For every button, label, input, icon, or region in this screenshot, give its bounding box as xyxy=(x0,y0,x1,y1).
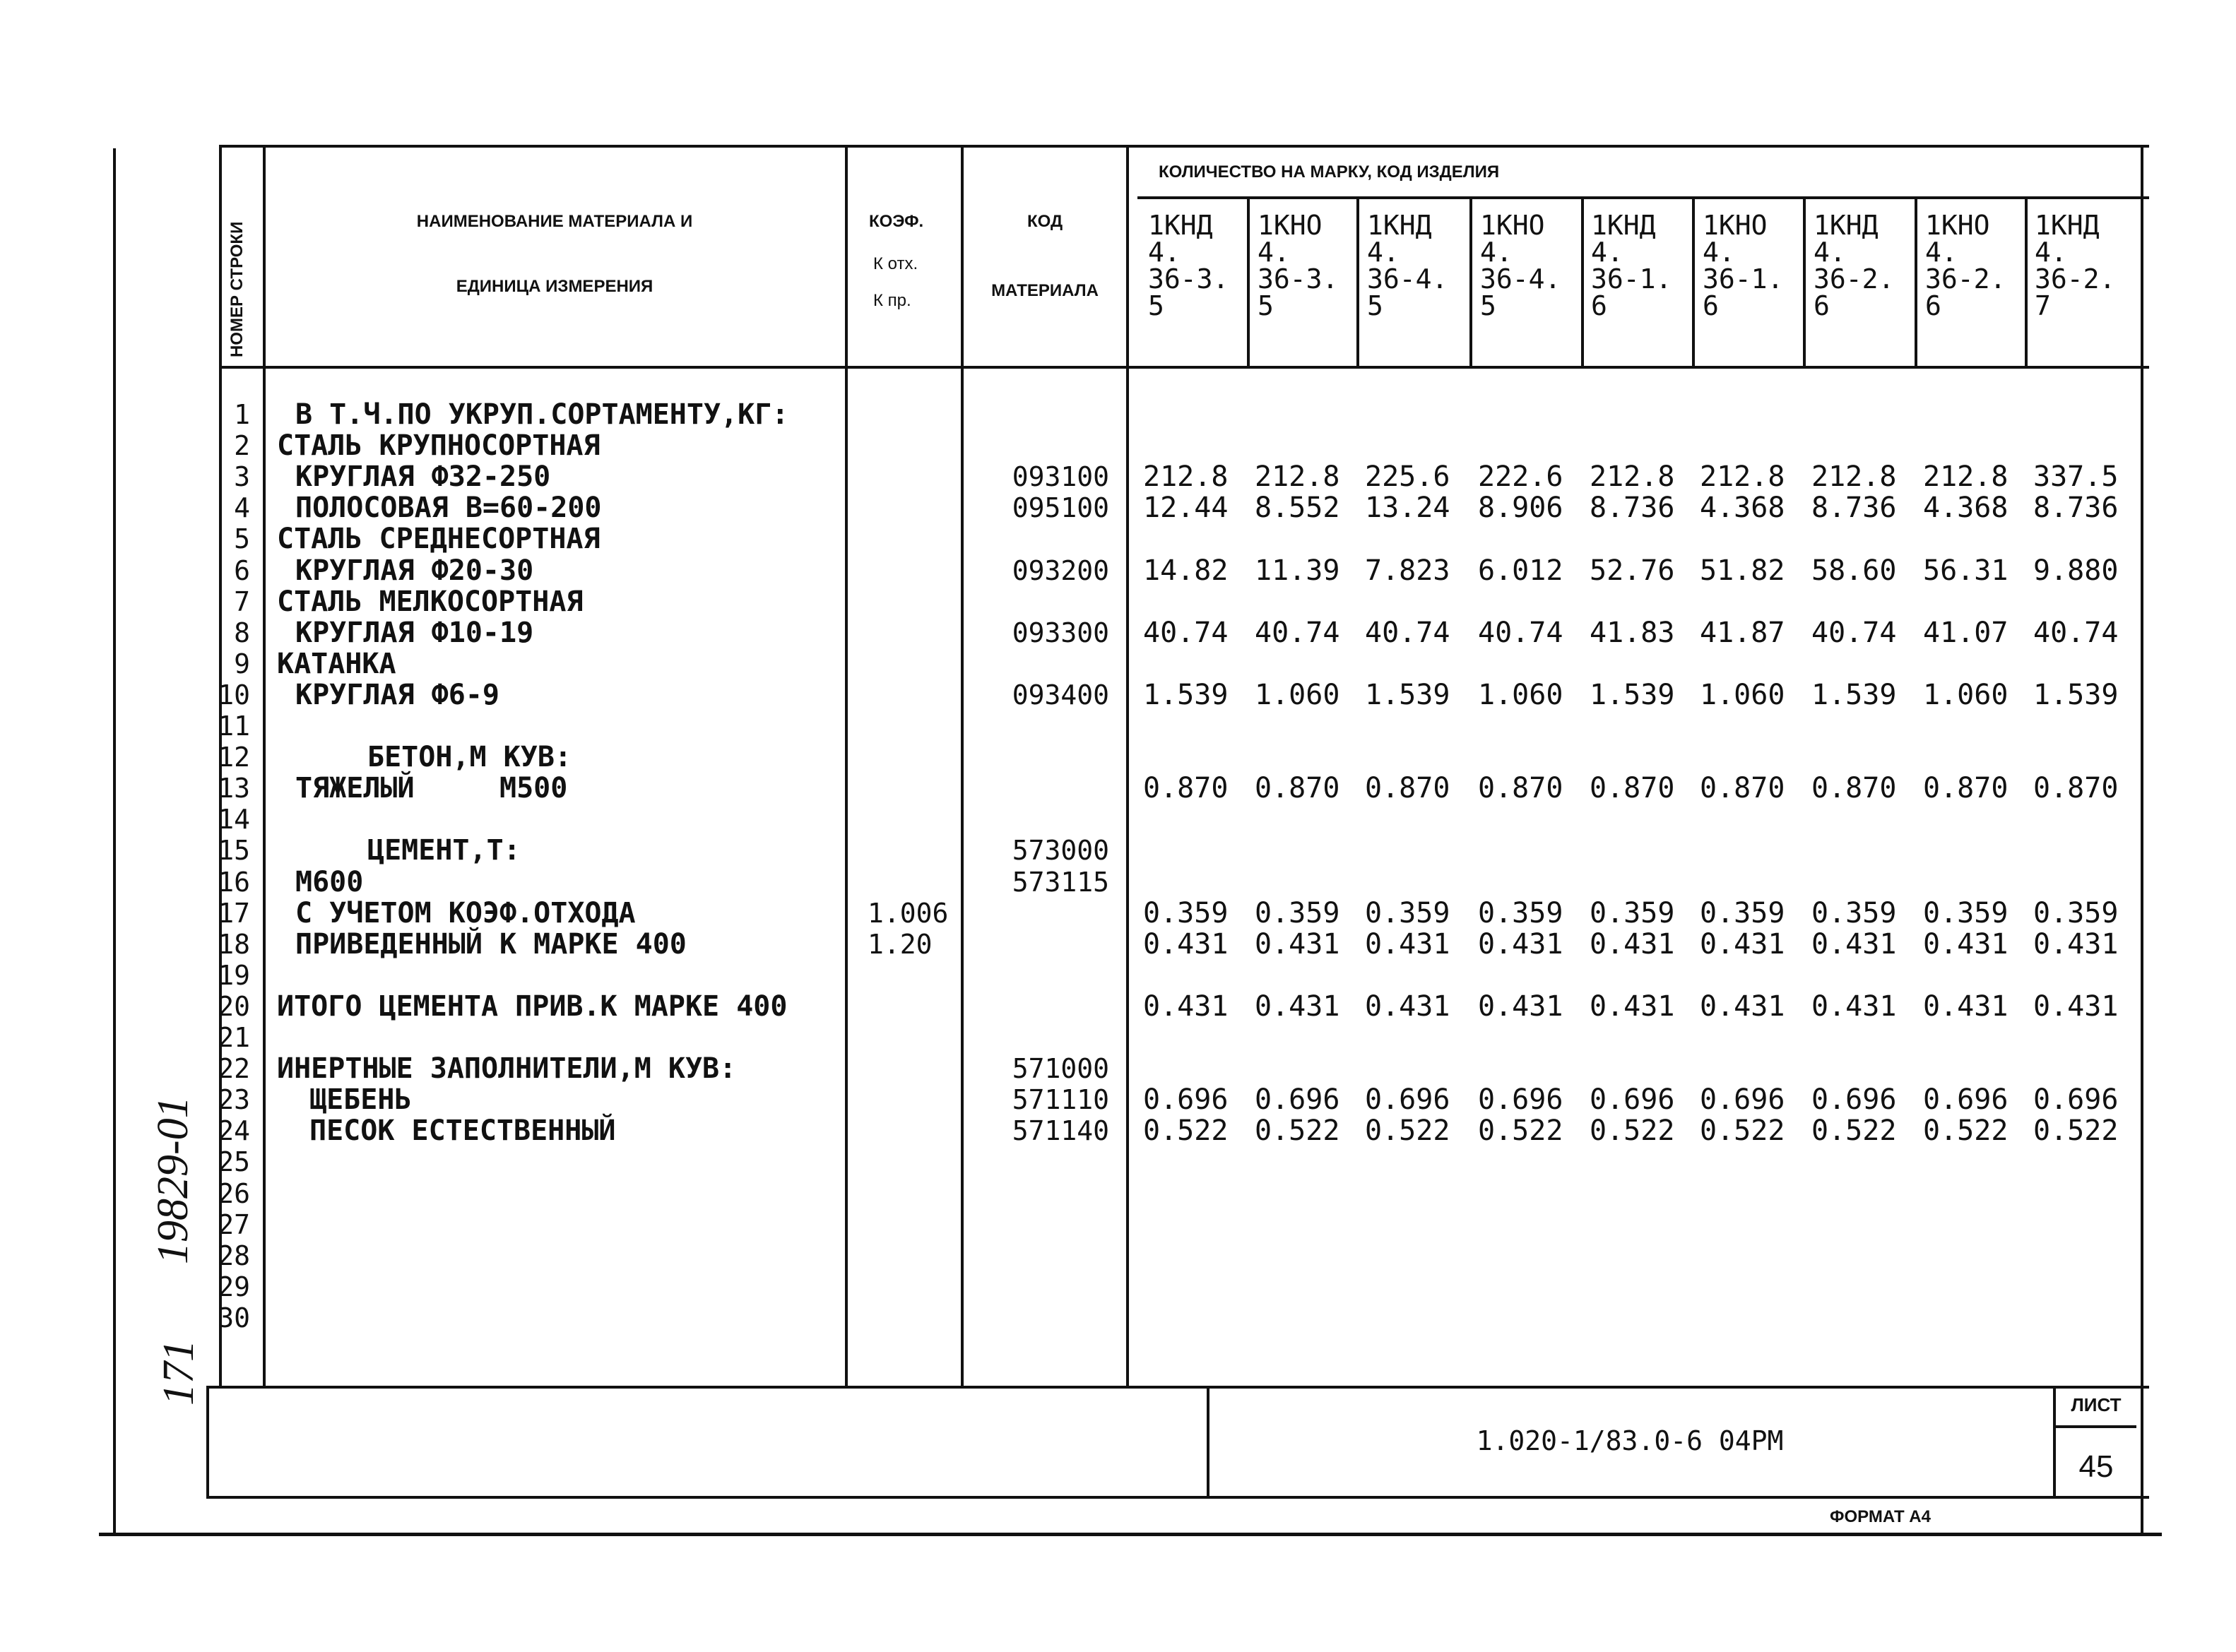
document-code: 1.020-1/83.0-6 04РМ xyxy=(1476,1425,1784,1456)
quantity-value: 0.522 xyxy=(1700,1115,1785,1148)
quantity-value: 40.74 xyxy=(2033,616,2119,649)
rownum-col-line xyxy=(263,145,266,1388)
quantity-value: 1.060 xyxy=(1923,678,2009,711)
quantity-value: 1.539 xyxy=(2033,678,2119,711)
quantity-value: 0.522 xyxy=(1478,1115,1563,1148)
quantity-value: 14.82 xyxy=(1143,554,1229,587)
quantity-value: 58.60 xyxy=(1811,554,1897,587)
quantity-value: 1.539 xyxy=(1811,678,1897,711)
quantity-value: 212.8 xyxy=(1700,460,1785,494)
quantity-value: 0.522 xyxy=(1143,1115,1229,1148)
row-number: 2 xyxy=(234,430,250,462)
row-number: 8 xyxy=(234,617,250,648)
quantity-value: 13.24 xyxy=(1365,492,1450,525)
coefficient: 1.20 xyxy=(868,928,933,960)
quantity-value: 0.696 xyxy=(1143,1083,1229,1117)
quantity-value: 0.431 xyxy=(1255,990,1340,1023)
inventory-number: 19829-01 xyxy=(149,1096,197,1264)
code-header-line2: МАТЕРИАЛА xyxy=(991,281,1099,300)
material-name: КРУГЛАЯ Ф6-9 xyxy=(295,678,499,711)
mark-header: 1КНО 4. 36-2. 6 xyxy=(1925,210,2006,321)
quantity-header: КОЛИЧЕСТВО НА МАРКУ, КОД ИЗДЕЛИЯ xyxy=(1159,162,1500,182)
quantity-value: 8.736 xyxy=(1590,492,1675,525)
quantity-value: 0.359 xyxy=(2033,896,2119,929)
page-left-line xyxy=(113,148,116,1533)
quantity-value: 0.696 xyxy=(2033,1083,2119,1117)
sheet-number: 45 xyxy=(2078,1449,2114,1484)
quantity-value: 0.431 xyxy=(1590,990,1675,1023)
row-number: 26 xyxy=(218,1177,250,1209)
material-code: 571110 xyxy=(1012,1084,1109,1116)
material-name: ЩЕБЕНЬ xyxy=(309,1083,412,1117)
row-number: 12 xyxy=(218,742,250,773)
quantity-value: 40.74 xyxy=(1811,616,1897,649)
quantity-value: 212.8 xyxy=(1255,460,1340,494)
row-number: 18 xyxy=(218,928,250,960)
mark-header: 1КНД 4. 36-4. 5 xyxy=(1367,210,1448,321)
material-name: С УЧЕТОМ КОЭФ.ОТХОДА xyxy=(295,896,636,929)
quantity-value: 40.74 xyxy=(1255,616,1340,649)
quantity-value: 212.8 xyxy=(1923,460,2009,494)
format-label: ФОРМАТ А4 xyxy=(1830,1507,1931,1526)
quantity-value: 0.522 xyxy=(1923,1115,2009,1148)
material-col-line xyxy=(845,145,848,1388)
quantity-value: 0.431 xyxy=(1700,990,1785,1023)
quantity-value: 11.39 xyxy=(1255,554,1340,587)
row-number: 11 xyxy=(218,711,250,742)
material-code: 093200 xyxy=(1012,554,1109,586)
coef-header-line3: К пр. xyxy=(873,291,911,310)
quantity-value: 0.431 xyxy=(1923,990,2009,1023)
material-code: 571140 xyxy=(1012,1115,1109,1147)
quantity-value: 0.696 xyxy=(1478,1083,1563,1117)
mark-header: 1КНО 4. 36-3. 5 xyxy=(1258,210,1339,321)
mark-header: 1КНД 4. 36-2. 7 xyxy=(2035,210,2116,321)
material-name: В Т.Ч.ПО УКРУП.СОРТАМЕНТУ,КГ: xyxy=(295,398,789,431)
table-bottom-line xyxy=(206,1386,2149,1389)
quantity-value: 41.07 xyxy=(1923,616,2009,649)
row-number: 24 xyxy=(218,1115,250,1147)
quantity-value: 52.76 xyxy=(1590,554,1675,587)
row-number: 29 xyxy=(218,1271,250,1302)
material-name: М600 xyxy=(295,865,364,898)
row-number: 13 xyxy=(218,773,250,804)
row-number: 5 xyxy=(234,523,250,555)
row-number: 1 xyxy=(234,399,250,430)
quantity-value: 0.359 xyxy=(1700,896,1785,929)
quantity-value: 212.8 xyxy=(1143,460,1229,494)
quantity-value: 222.6 xyxy=(1478,460,1563,494)
material-name: КАТАНКА xyxy=(277,647,396,680)
mark-header: 1КНД 4. 36-2. 6 xyxy=(1814,210,1895,321)
quantity-value: 41.87 xyxy=(1700,616,1785,649)
quantity-value: 1.060 xyxy=(1700,678,1785,711)
quantity-value: 0.431 xyxy=(1365,927,1450,961)
quantity-value: 0.522 xyxy=(1255,1115,1340,1148)
material-code: 093100 xyxy=(1012,461,1109,493)
quantity-value: 4.368 xyxy=(1923,492,2009,525)
row-number: 25 xyxy=(218,1146,250,1178)
quantity-value: 0.431 xyxy=(1811,927,1897,961)
row-number-header: НОМЕР СТРОКИ xyxy=(227,221,247,357)
mark-header: 1КНО 4. 36-4. 5 xyxy=(1480,210,1561,321)
coefficient: 1.006 xyxy=(868,897,949,929)
quantity-value: 1.060 xyxy=(1255,678,1340,711)
material-name: КРУГЛАЯ Ф20-30 xyxy=(295,554,534,587)
quantity-header-line xyxy=(1137,196,2149,199)
quantity-value: 0.696 xyxy=(1811,1083,1897,1117)
quantity-value: 0.696 xyxy=(1255,1083,1340,1117)
row-number: 21 xyxy=(218,1022,250,1053)
quantity-value: 0.359 xyxy=(1478,896,1563,929)
quantity-value: 0.870 xyxy=(1365,772,1450,805)
material-code: 093400 xyxy=(1012,679,1109,711)
row-number: 7 xyxy=(234,586,250,617)
quantity-value: 0.431 xyxy=(1143,927,1229,961)
stamp-bottom-line xyxy=(206,1496,2149,1499)
quantity-value: 8.736 xyxy=(2033,492,2119,525)
mark-col-line xyxy=(1356,196,1359,366)
material-name: СТАЛЬ КРУПНОСОРТНАЯ xyxy=(277,429,601,463)
frame-top-line xyxy=(219,145,2149,148)
material-name: ПРИВЕДЕННЫЙ К МАРКЕ 400 xyxy=(295,927,687,961)
quantity-value: 0.431 xyxy=(1923,927,2009,961)
quantity-value: 4.368 xyxy=(1700,492,1785,525)
quantity-value: 0.522 xyxy=(1590,1115,1675,1148)
mark-header: 1КНО 4. 36-1. 6 xyxy=(1703,210,1784,321)
material-name: СТАЛЬ МЕЛКОСОРТНАЯ xyxy=(277,585,584,618)
quantity-value: 56.31 xyxy=(1923,554,2009,587)
quantity-value: 1.060 xyxy=(1478,678,1563,711)
mark-col-line xyxy=(1581,196,1584,366)
row-number: 20 xyxy=(218,990,250,1022)
material-name: ТЯЖЕЛЫЙ М500 xyxy=(295,772,568,805)
row-number: 4 xyxy=(234,492,250,524)
row-number: 22 xyxy=(218,1053,250,1085)
quantity-value: 0.870 xyxy=(1255,772,1340,805)
quantity-value: 0.431 xyxy=(1590,927,1675,961)
row-number: 3 xyxy=(234,461,250,493)
quantity-value: 0.431 xyxy=(1811,990,1897,1023)
quantity-value: 212.8 xyxy=(1811,460,1897,494)
quantity-value: 0.870 xyxy=(1700,772,1785,805)
quantity-value: 0.359 xyxy=(1590,896,1675,929)
quantity-value: 1.539 xyxy=(1143,678,1229,711)
quantity-value: 0.696 xyxy=(1700,1083,1785,1117)
quantity-value: 0.870 xyxy=(1590,772,1675,805)
mark-col-line xyxy=(1247,196,1250,366)
mark-col-line xyxy=(1803,196,1806,366)
quantity-value: 0.870 xyxy=(1478,772,1563,805)
quantity-value: 0.431 xyxy=(1478,927,1563,961)
row-number: 17 xyxy=(218,897,250,929)
mark-col-line xyxy=(1692,196,1695,366)
quantity-value: 0.431 xyxy=(2033,927,2119,961)
inventory-page: 171 xyxy=(155,1340,203,1406)
material-name: КРУГЛАЯ Ф10-19 xyxy=(295,616,534,649)
material-header-line1: НАИМЕНОВАНИЕ МАТЕРИАЛА И xyxy=(416,212,693,231)
material-name: СТАЛЬ СРЕДНЕСОРТНАЯ xyxy=(277,523,601,556)
quantity-value: 0.870 xyxy=(1923,772,2009,805)
row-number: 9 xyxy=(234,648,250,679)
material-name: БЕТОН,М КУВ: xyxy=(367,741,572,774)
material-name: ЦЕМЕНТ,Т: xyxy=(367,834,521,867)
quantity-value: 0.359 xyxy=(1143,896,1229,929)
material-name: ПЕСОК ЕСТЕСТВЕННЫЙ xyxy=(309,1115,616,1148)
quantity-value: 0.870 xyxy=(1143,772,1229,805)
header-bottom-line xyxy=(219,366,2149,369)
quantity-value: 40.74 xyxy=(1143,616,1229,649)
quantity-value: 0.359 xyxy=(1365,896,1450,929)
quantity-value: 0.359 xyxy=(1811,896,1897,929)
row-number: 30 xyxy=(218,1302,250,1333)
quantity-value: 8.552 xyxy=(1255,492,1340,525)
quantity-value: 0.431 xyxy=(1700,927,1785,961)
row-number: 16 xyxy=(218,866,250,898)
coef-col-line xyxy=(961,145,964,1388)
row-number: 19 xyxy=(218,959,250,991)
quantity-value: 0.431 xyxy=(1143,990,1229,1023)
quantity-value: 0.431 xyxy=(2033,990,2119,1023)
row-number: 10 xyxy=(218,679,250,711)
sheet-label-line xyxy=(2053,1425,2136,1428)
material-code: 573115 xyxy=(1012,866,1109,898)
quantity-value: 0.431 xyxy=(1365,990,1450,1023)
material-name: ИНЕРТНЫЕ ЗАПОЛНИТЕЛИ,М КУВ: xyxy=(277,1052,737,1086)
material-code: 095100 xyxy=(1012,492,1109,524)
quantity-value: 12.44 xyxy=(1143,492,1229,525)
quantity-value: 225.6 xyxy=(1365,460,1450,494)
stamp-left-line xyxy=(206,1386,209,1499)
quantity-value: 1.539 xyxy=(1590,678,1675,711)
row-number: 28 xyxy=(218,1240,250,1271)
quantity-value: 40.74 xyxy=(1478,616,1563,649)
sheet-label: ЛИСТ xyxy=(2071,1394,2122,1415)
quantity-value: 0.522 xyxy=(1365,1115,1450,1148)
row-number: 14 xyxy=(218,804,250,836)
mark-col-line xyxy=(1915,196,1917,366)
quantity-value: 8.736 xyxy=(1811,492,1897,525)
quantity-value: 7.823 xyxy=(1365,554,1450,587)
quantity-value: 0.359 xyxy=(1255,896,1340,929)
material-header-line2: ЕДИНИЦА ИЗМЕРЕНИЯ xyxy=(456,277,653,296)
quantity-value: 9.880 xyxy=(2033,554,2119,587)
quantity-value: 0.696 xyxy=(1923,1083,2009,1117)
frame-right-line xyxy=(2141,145,2143,1533)
quantity-value: 0.431 xyxy=(1255,927,1340,961)
material-code: 093300 xyxy=(1012,617,1109,648)
quantity-value: 40.74 xyxy=(1365,616,1450,649)
row-number: 15 xyxy=(218,835,250,867)
quantity-value: 0.870 xyxy=(2033,772,2119,805)
quantity-value: 0.522 xyxy=(2033,1115,2119,1148)
row-number: 23 xyxy=(218,1084,250,1116)
material-name: КРУГЛАЯ Ф32-250 xyxy=(295,460,551,494)
material-code: 573000 xyxy=(1012,835,1109,867)
coef-header-line1: КОЭФ. xyxy=(869,212,924,231)
quantity-value: 1.539 xyxy=(1365,678,1450,711)
mark-header: 1КНД 4. 36-3. 5 xyxy=(1148,210,1229,321)
quantity-value: 0.870 xyxy=(1811,772,1897,805)
quantity-value: 41.83 xyxy=(1590,616,1675,649)
quantity-value: 8.906 xyxy=(1478,492,1563,525)
quantity-value: 0.522 xyxy=(1811,1115,1897,1148)
row-number: 27 xyxy=(218,1208,250,1240)
material-code: 571000 xyxy=(1012,1053,1109,1085)
material-name: ИТОГО ЦЕМЕНТА ПРИВ.К МАРКЕ 400 xyxy=(277,990,788,1023)
code-col-line xyxy=(1126,145,1129,1388)
mark-header: 1КНД 4. 36-1. 6 xyxy=(1591,210,1672,321)
quantity-value: 0.696 xyxy=(1365,1083,1450,1117)
quantity-value: 51.82 xyxy=(1700,554,1785,587)
quantity-value: 212.8 xyxy=(1590,460,1675,494)
quantity-value: 0.431 xyxy=(1478,990,1563,1023)
mark-col-line xyxy=(1469,196,1472,366)
quantity-value: 0.696 xyxy=(1590,1083,1675,1117)
code-header-line1: КОД xyxy=(1027,212,1063,231)
mark-col-line xyxy=(2025,196,2028,366)
row-number: 6 xyxy=(234,554,250,586)
quantity-value: 337.5 xyxy=(2033,460,2119,494)
quantity-value: 6.012 xyxy=(1478,554,1563,587)
page-bottom-line xyxy=(99,1533,2162,1536)
material-name: ПОЛОСОВАЯ В=60-200 xyxy=(295,492,602,525)
coef-header-line2: К отх. xyxy=(873,254,918,273)
quantity-value: 0.359 xyxy=(1923,896,2009,929)
